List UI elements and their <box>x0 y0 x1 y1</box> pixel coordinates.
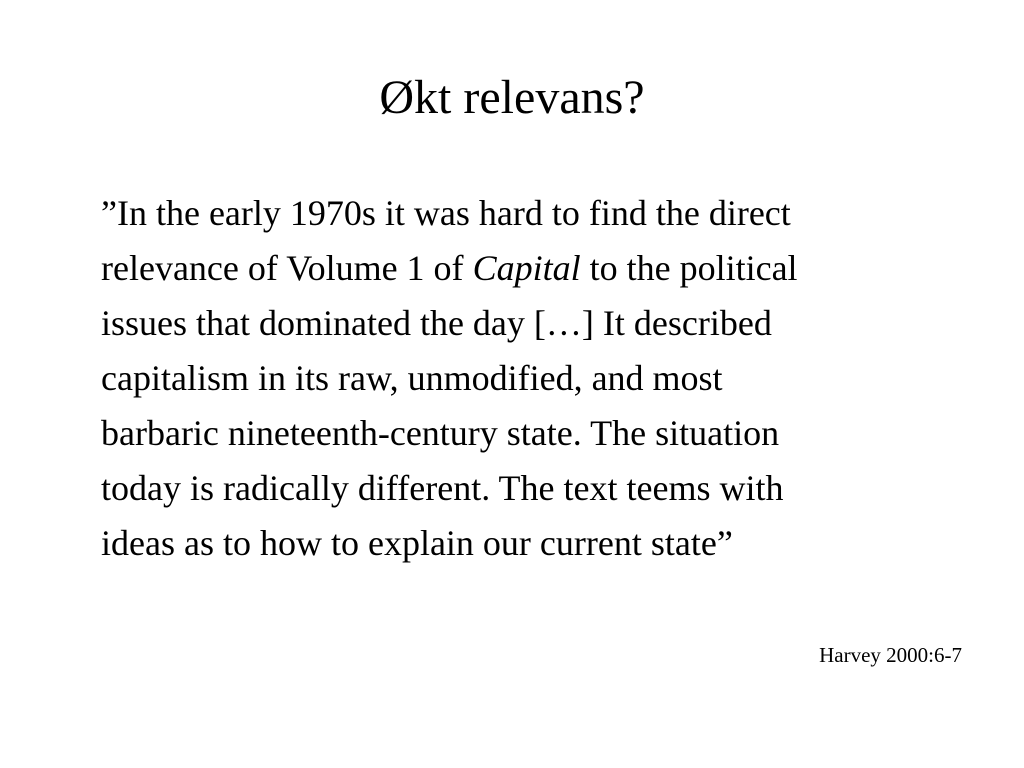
quote-line-1: ”In the early 1970s it was hard to find the direct <box>101 193 791 233</box>
quote-line-5: barbaric nineteenth-century state. The situation <box>101 413 780 453</box>
quote-block <box>101 186 971 571</box>
quote-line-7: ideas as to how to explain our current state” <box>101 523 733 563</box>
quote-line-2 <box>101 241 971 296</box>
citation: Harvey 2000:6-7 <box>819 643 962 667</box>
quote-line-6: today is radically different. The text teems with <box>101 468 784 508</box>
quote-line-2-start: relevance of Volume 1 of <box>101 248 473 288</box>
book-title-capital: Capital <box>472 248 581 288</box>
quote-line-4: capitalism in its raw, unmodified, and most <box>101 358 723 398</box>
quote-line-3: issues that dominated the day […] It described <box>101 303 772 343</box>
slide-title: Økt relevans? <box>379 71 645 124</box>
quote-line-2-end: to the political <box>580 248 798 288</box>
